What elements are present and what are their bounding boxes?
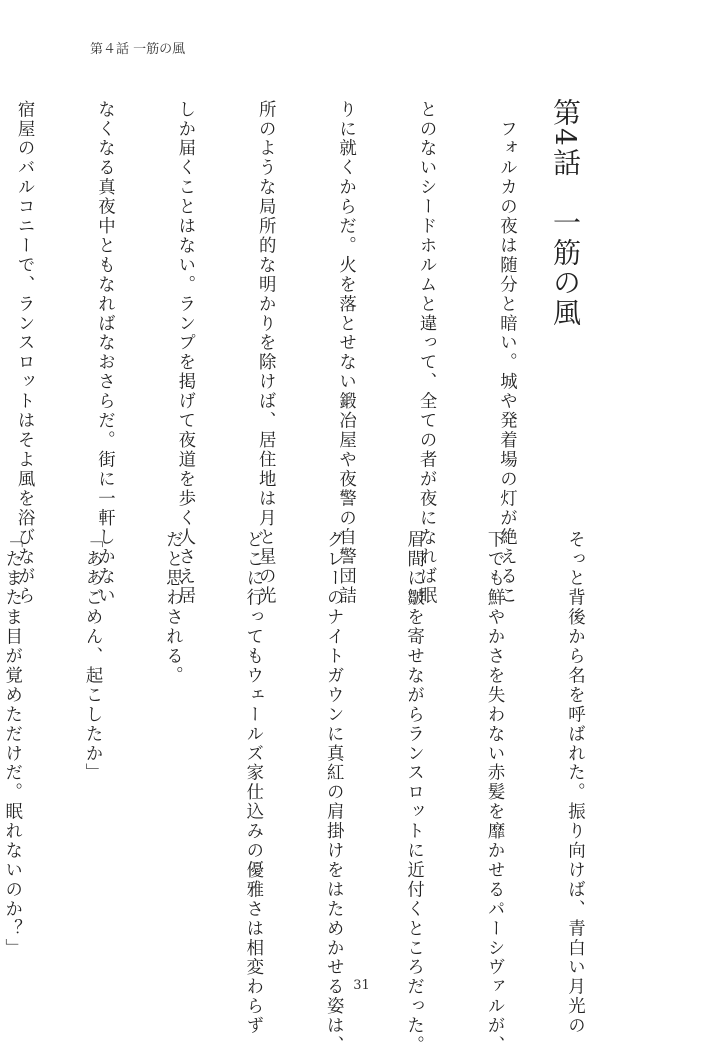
- text-column: グレーのナイトガウンに真紅の肩掛けをはためかせる姿は、: [323, 530, 344, 1055]
- page-number: 31: [353, 978, 370, 993]
- text-column: どこに行ってもウェールズ家仕込みの優雅さは相変わらず: [242, 530, 263, 1036]
- text-column: なくなる真夜中ともなればなおさらだ。街に一軒しかない: [94, 100, 115, 606]
- text-column: とのないシードホルムと違って、全ての者が夜になれば眠: [416, 100, 437, 606]
- text-column: 宿屋のバルコニーで、ランスロットはそよ風を浴びながら: [14, 100, 35, 606]
- text-column: フォルカの夜は随分と暗い。城や発着場の灯が絶えるこ: [496, 100, 517, 606]
- text-column: 「たまたま目が覚めただけだ。眠れないのか？」: [1, 530, 22, 958]
- text-column: 眉間に皺を寄せながらランスロットに近付くところだった。: [403, 530, 424, 1055]
- text-column: だと思わされる。: [162, 530, 183, 686]
- text-column: 「ああごめん、起こしたか」: [82, 530, 103, 783]
- text-column: 下でも鮮やかさを失わない赤髪を靡かせるパーシヴァルが、: [484, 530, 505, 1055]
- chapter-title: 第4話 一筋の風: [549, 98, 582, 328]
- text-block-top: [0, 100, 573, 606]
- running-head: 第４話 一筋の風: [90, 42, 186, 57]
- text-column: 所のような局所的な明かりを除けば、居住地は月と星の光: [255, 100, 276, 606]
- text-column: りに就くからだ。火を落とせない鍛冶屋や夜警の自警団詰: [335, 100, 356, 606]
- text-column: しか届くことはない。ランプを掲げて夜道を歩く人さえ居: [174, 100, 195, 606]
- text-column: そっと背後から名を呼ばれた。振り向けば、青白い月光の: [564, 530, 585, 1036]
